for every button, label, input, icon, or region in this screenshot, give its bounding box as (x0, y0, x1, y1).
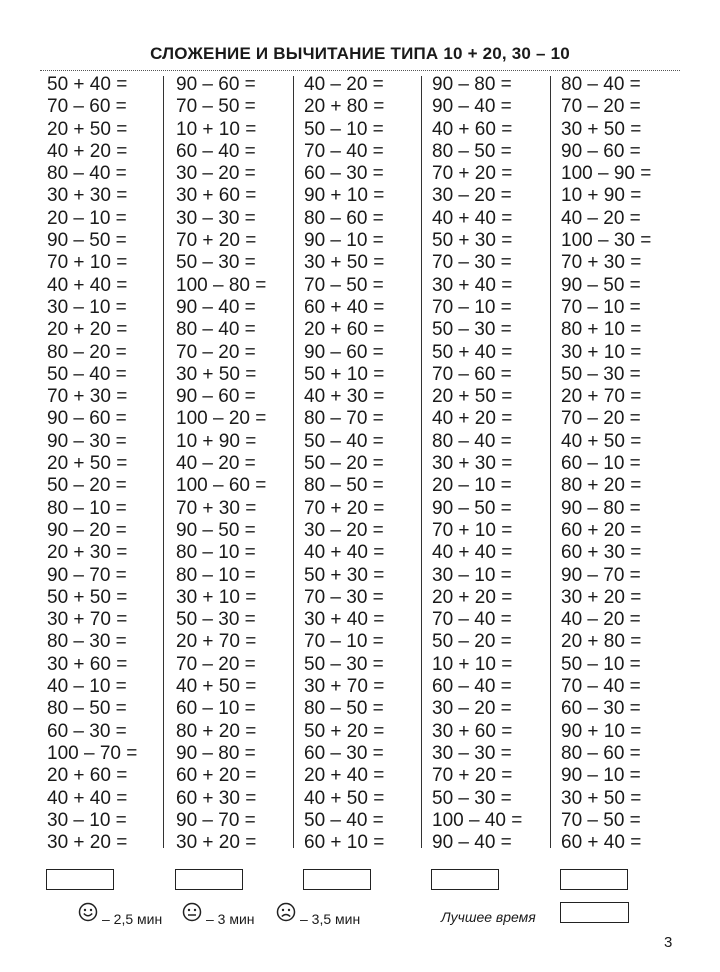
column-divider (550, 76, 551, 848)
exercise-item: 10 + 90 = (176, 430, 257, 452)
neutral-time-label: – 3 мин (206, 911, 255, 927)
exercise-columns (0, 74, 720, 864)
exercise-item: 30 + 20 = (176, 832, 257, 854)
exercise-item: 70 – 20 = (561, 96, 641, 118)
exercise-item: 50 + 50 = (47, 586, 128, 608)
exercise-item: 70 – 30 = (432, 252, 512, 274)
exercise-item: 70 – 30 = (304, 586, 384, 608)
exercise-item: 70 – 40 = (304, 140, 384, 162)
exercise-item: 90 – 20 = (47, 519, 127, 541)
exercise-item: 30 + 50 = (176, 363, 257, 385)
exercise-item: 70 – 50 = (561, 809, 641, 831)
exercise-item: 30 + 50 = (561, 118, 642, 140)
exercise-item: 40 + 20 = (47, 140, 128, 162)
exercise-item: 80 + 20 = (176, 720, 257, 742)
exercise-item: 70 – 60 = (47, 96, 127, 118)
exercise-item: 90 + 10 = (304, 185, 385, 207)
exercise-item: 50 – 30 = (432, 787, 512, 809)
exercise-column-4 (432, 74, 522, 854)
exercise-item: 40 + 60 = (432, 118, 513, 140)
exercise-item: 80 – 60 = (561, 742, 641, 764)
exercise-item: 70 – 40 = (561, 676, 641, 698)
exercise-item: 50 – 20 = (47, 475, 127, 497)
exercise-item: 50 – 10 = (561, 653, 641, 675)
smiley-sad-icon (276, 902, 296, 922)
exercise-item: 50 – 40 = (304, 430, 384, 452)
exercise-item: 40 + 40 = (47, 787, 128, 809)
exercise-item: 30 + 20 = (47, 832, 128, 854)
exercise-item: 60 + 20 = (176, 765, 257, 787)
exercise-item: 50 + 30 = (304, 564, 385, 586)
exercise-item: 70 + 20 = (304, 497, 385, 519)
exercise-item: 20 + 60 = (47, 765, 128, 787)
exercise-item: 40 + 50 = (304, 787, 385, 809)
exercise-item: 60 – 10 = (176, 698, 256, 720)
exercise-item: 90 + 10 = (561, 720, 642, 742)
exercise-item: 60 + 30 = (561, 542, 642, 564)
exercise-item: 30 + 40 = (304, 609, 385, 631)
exercise-item: 70 + 20 = (432, 765, 513, 787)
exercise-item: 30 + 70 = (304, 676, 385, 698)
exercise-item: 100 – 60 = (176, 475, 267, 497)
exercise-item: 10 + 10 = (432, 653, 513, 675)
exercise-item: 20 – 10 = (432, 475, 512, 497)
exercise-item: 90 – 50 = (561, 274, 641, 296)
exercise-item: 20 + 20 = (47, 319, 128, 341)
exercise-item: 80 – 40 = (176, 319, 256, 341)
answer-time-box-2[interactable] (175, 869, 243, 890)
exercise-item: 90 – 70 = (176, 809, 256, 831)
exercise-item: 50 – 20 = (432, 631, 512, 653)
exercise-item: 80 – 50 = (432, 140, 512, 162)
exercise-item: 30 + 60 = (47, 653, 128, 675)
page-number: 3 (664, 934, 673, 951)
exercise-item: 60 – 30 = (47, 720, 127, 742)
exercise-item: 50 – 30 = (432, 319, 512, 341)
column-divider (293, 76, 294, 848)
exercise-item: 30 – 20 = (432, 698, 512, 720)
exercise-item: 90 – 40 = (176, 296, 256, 318)
exercise-item: 30 – 10 = (47, 809, 127, 831)
exercise-item: 60 – 40 = (176, 140, 256, 162)
exercise-item: 40 + 40 = (432, 207, 513, 229)
exercise-item: 60 + 40 = (304, 296, 385, 318)
exercise-item: 50 + 10 = (304, 363, 385, 385)
exercise-item: 60 – 30 = (561, 698, 641, 720)
answer-time-box-1[interactable] (46, 869, 114, 890)
exercise-item: 90 – 80 = (561, 497, 641, 519)
exercise-item: 70 + 20 = (432, 163, 513, 185)
exercise-item: 80 + 20 = (561, 475, 642, 497)
happy-time-label: – 2,5 мин (102, 911, 163, 927)
exercise-item: 70 – 50 = (304, 274, 384, 296)
title-divider (40, 70, 680, 71)
exercise-item: 90 – 30 = (47, 430, 127, 452)
exercise-item: 70 + 30 = (47, 386, 128, 408)
smiley-neutral-icon (182, 902, 202, 922)
exercise-item: 90 – 50 = (176, 519, 256, 541)
exercise-item: 80 – 10 = (176, 564, 256, 586)
exercise-item: 60 – 10 = (561, 453, 641, 475)
exercise-item: 80 – 20 = (47, 341, 127, 363)
exercise-item: 30 + 40 = (432, 274, 513, 296)
exercise-item: 40 – 20 = (176, 453, 256, 475)
exercise-item: 40 + 20 = (432, 408, 513, 430)
exercise-item: 50 – 10 = (304, 118, 384, 140)
exercise-item: 70 + 30 = (561, 252, 642, 274)
exercise-item: 90 – 60 = (304, 341, 384, 363)
exercise-item: 10 + 90 = (561, 185, 642, 207)
exercise-item: 80 + 10 = (561, 319, 642, 341)
exercise-item: 40 + 50 = (561, 430, 642, 452)
exercise-item: 60 + 30 = (176, 787, 257, 809)
exercise-item: 60 + 20 = (561, 519, 642, 541)
exercise-item: 30 – 10 = (432, 564, 512, 586)
exercise-item: 60 – 30 = (304, 163, 384, 185)
exercise-item: 100 – 90 = (561, 163, 652, 185)
exercise-item: 70 + 10 = (432, 519, 513, 541)
sad-time-label: – 3,5 мин (300, 911, 361, 927)
exercise-item: 50 – 20 = (304, 453, 384, 475)
exercise-item: 30 + 30 = (47, 185, 128, 207)
exercise-item: 80 – 60 = (304, 207, 384, 229)
smiley-happy-icon (78, 902, 98, 922)
exercise-item: 20 + 80 = (561, 631, 642, 653)
exercise-item: 90 – 60 = (47, 408, 127, 430)
exercise-column-5 (561, 74, 651, 854)
exercise-item: 30 + 70 = (47, 609, 128, 631)
column-divider (163, 76, 164, 848)
exercise-item: 40 – 20 = (561, 609, 641, 631)
exercise-item: 80 – 40 = (47, 163, 127, 185)
exercise-item: 90 – 40 = (432, 832, 512, 854)
exercise-item: 30 – 20 = (304, 519, 384, 541)
exercise-item: 50 – 40 = (304, 809, 384, 831)
exercise-item: 20 + 70 = (561, 386, 642, 408)
exercise-item: 30 + 20 = (561, 586, 642, 608)
exercise-item: 90 – 60 = (176, 386, 256, 408)
exercise-item: 20 + 80 = (304, 96, 385, 118)
exercise-item: 40 – 10 = (47, 676, 127, 698)
exercise-item: 40 + 50 = (176, 676, 257, 698)
exercise-item: 30 + 60 = (432, 720, 513, 742)
exercise-item: 20 + 50 = (47, 453, 128, 475)
exercise-item: 70 – 10 = (432, 296, 512, 318)
exercise-item: 70 – 20 = (561, 408, 641, 430)
exercise-item: 40 + 40 = (47, 274, 128, 296)
exercise-item: 90 – 70 = (561, 564, 641, 586)
exercise-item: 30 + 50 = (304, 252, 385, 274)
exercise-item: 50 + 40 = (47, 74, 128, 95)
exercise-column-3 (304, 74, 384, 854)
exercise-item: 30 – 20 = (176, 163, 256, 185)
exercise-item: 50 + 30 = (432, 230, 513, 252)
exercise-item: 90 – 10 = (561, 765, 641, 787)
best-time-box[interactable] (560, 902, 629, 923)
exercise-item: 60 – 30 = (304, 742, 384, 764)
exercise-item: 50 – 40 = (47, 363, 127, 385)
exercise-item: 20 + 50 = (47, 118, 128, 140)
exercise-item: 70 – 10 = (561, 296, 641, 318)
exercise-item: 70 – 60 = (432, 363, 512, 385)
exercise-item: 70 – 20 = (176, 341, 256, 363)
exercise-item: 30 + 60 = (176, 185, 257, 207)
exercise-item: 100 – 70 = (47, 742, 138, 764)
exercise-item: 70 + 10 = (47, 252, 128, 274)
exercise-item: 20 + 20 = (432, 586, 513, 608)
exercise-item: 100 – 80 = (176, 274, 267, 296)
exercise-item: 50 – 30 = (304, 653, 384, 675)
exercise-item: 80 – 50 = (47, 698, 127, 720)
exercise-item: 70 – 10 = (304, 631, 384, 653)
exercise-item: 50 + 40 = (432, 341, 513, 363)
exercise-item: 60 + 10 = (304, 832, 385, 854)
exercise-item: 80 – 10 = (176, 542, 256, 564)
exercise-item: 30 – 30 = (176, 207, 256, 229)
best-time-label: Лучшее время (441, 909, 536, 925)
exercise-item: 40 + 30 = (304, 386, 385, 408)
exercise-item: 50 – 30 = (176, 252, 256, 274)
exercise-item: 30 + 10 = (561, 341, 642, 363)
exercise-item: 30 – 20 = (432, 185, 512, 207)
exercise-item: 100 – 40 = (432, 809, 523, 831)
exercise-item: 60 + 40 = (561, 832, 642, 854)
exercise-item: 90 – 60 = (176, 74, 256, 95)
exercise-item: 40 + 40 = (304, 542, 385, 564)
exercise-column-2 (176, 74, 266, 854)
exercise-item: 90 – 60 = (561, 140, 641, 162)
exercise-item: 80 – 50 = (304, 475, 384, 497)
exercise-item: 20 – 10 = (47, 207, 127, 229)
exercise-item: 30 + 50 = (561, 787, 642, 809)
answer-time-box-5[interactable] (560, 869, 628, 890)
exercise-item: 90 – 80 = (176, 742, 256, 764)
exercise-item: 30 – 30 = (432, 742, 512, 764)
page-title: СЛОЖЕНИЕ И ВЫЧИТАНИЕ ТИПА 10 + 20, 30 – 10 (150, 44, 570, 63)
exercise-item: 90 – 80 = (432, 74, 512, 95)
exercise-item: 80 – 40 = (561, 74, 641, 95)
exercise-item: 20 + 60 = (304, 319, 385, 341)
exercise-item: 20 + 70 = (176, 631, 257, 653)
exercise-item: 40 – 20 = (561, 207, 641, 229)
exercise-item: 20 + 40 = (304, 765, 385, 787)
exercise-item: 40 – 20 = (304, 74, 384, 95)
exercise-item: 80 – 10 = (47, 497, 127, 519)
exercise-item: 90 – 70 = (47, 564, 127, 586)
exercise-item: 50 – 30 = (561, 363, 641, 385)
exercise-item: 20 + 30 = (47, 542, 128, 564)
exercise-item: 70 – 50 = (176, 96, 256, 118)
exercise-item: 50 + 20 = (304, 720, 385, 742)
exercise-item: 80 – 40 = (432, 430, 512, 452)
exercise-item: 20 + 50 = (432, 386, 513, 408)
answer-time-box-3[interactable] (303, 869, 371, 890)
exercise-item: 90 – 10 = (304, 230, 384, 252)
exercise-item: 90 – 50 = (47, 230, 127, 252)
exercise-item: 30 + 10 = (176, 586, 257, 608)
column-divider (421, 76, 422, 848)
exercise-item: 90 – 40 = (432, 96, 512, 118)
exercise-item: 40 + 40 = (432, 542, 513, 564)
exercise-item: 80 – 70 = (304, 408, 384, 430)
exercise-item: 70 – 40 = (432, 609, 512, 631)
exercise-item: 30 + 30 = (432, 453, 513, 475)
exercise-column-1 (47, 74, 137, 854)
exercise-item: 30 – 10 = (47, 296, 127, 318)
answer-time-box-4[interactable] (431, 869, 499, 890)
exercise-item: 70 + 20 = (176, 230, 257, 252)
exercise-item: 50 – 30 = (176, 609, 256, 631)
exercise-item: 80 – 30 = (47, 631, 127, 653)
exercise-item: 100 – 30 = (561, 230, 652, 252)
exercise-item: 70 – 20 = (176, 653, 256, 675)
exercise-item: 80 – 50 = (304, 698, 384, 720)
exercise-item: 10 + 10 = (176, 118, 257, 140)
exercise-item: 100 – 20 = (176, 408, 267, 430)
exercise-item: 90 – 50 = (432, 497, 512, 519)
exercise-item: 70 + 30 = (176, 497, 257, 519)
exercise-item: 60 – 40 = (432, 676, 512, 698)
